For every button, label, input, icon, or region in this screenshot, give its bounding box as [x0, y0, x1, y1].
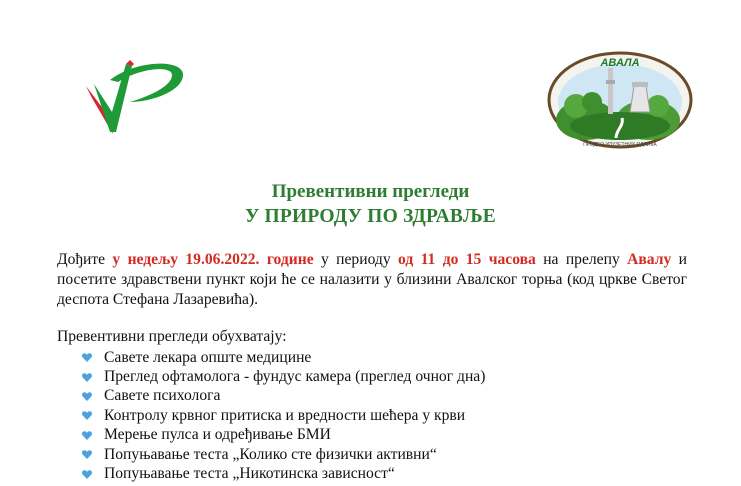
- list-item-text: Преглед офтамолога - фундус камера (преглед очног дна): [104, 368, 486, 386]
- list-item: [80, 445, 485, 464]
- intro-paragraph: [57, 250, 687, 310]
- heart-bullet-icon: [80, 371, 94, 383]
- heart-bullet-icon: [80, 352, 94, 364]
- avala-logo: [546, 46, 694, 154]
- heart-bullet-icon: [80, 429, 94, 441]
- list-item-text: Савете психолога: [104, 387, 221, 405]
- list-item: [80, 406, 485, 425]
- title-block: [0, 180, 741, 230]
- list-item-text: Контролу крвног притиска и вредности шећера у крви: [104, 406, 466, 424]
- list-item: [80, 348, 485, 367]
- list-item: [80, 387, 485, 406]
- list-item: [80, 367, 485, 386]
- list-item: [80, 426, 485, 445]
- list-item-text: Савете лекара опште медицине: [104, 348, 312, 366]
- intro-date: у недељу 19.06.2022. године: [112, 251, 314, 268]
- intro-location: Авалу: [627, 251, 672, 268]
- heart-bullet-icon: [80, 449, 94, 461]
- green-check-logo-icon: [80, 58, 186, 138]
- intro-time: од 11 до 15 часова: [398, 251, 536, 268]
- heart-bullet-icon: [80, 468, 94, 480]
- avala-logo-text: АВАЛА: [600, 57, 640, 69]
- list-item: [80, 464, 485, 483]
- organization-logo: [80, 58, 186, 138]
- avala-park-logo-icon: [546, 46, 694, 154]
- title-line-2: У ПРИРОДУ ПО ЗДРАВЉЕ: [244, 206, 497, 227]
- intro-text: Дођите: [57, 251, 113, 268]
- list-item-text: Попуњавање теста „Колико сте физички активни“: [104, 445, 437, 463]
- list-item-text: Попуњавање теста „Никотинска зависност“: [104, 465, 395, 483]
- list-item-text: Мерење пулса и одређивање БМИ: [104, 426, 331, 444]
- title-line-1: Превентивни прегледи: [271, 181, 470, 202]
- intro-text: и посетите здравствени пункт који ће се налазити у близини Авалског торња (код цркве Светог деспота Стефана Лазаревића).: [57, 251, 687, 308]
- exam-list: [80, 348, 485, 484]
- heart-bullet-icon: [80, 410, 94, 422]
- intro-text: у периоду: [313, 251, 399, 268]
- heart-bullet-icon: [80, 390, 94, 402]
- list-heading: Превентивни прегледи обухватају:: [57, 328, 287, 345]
- avala-logo-subtext: ПРЕДЕО ИЗУЗЕТНИХ ОДЛИКА: [583, 142, 657, 148]
- intro-text: на прелепу: [535, 251, 628, 268]
